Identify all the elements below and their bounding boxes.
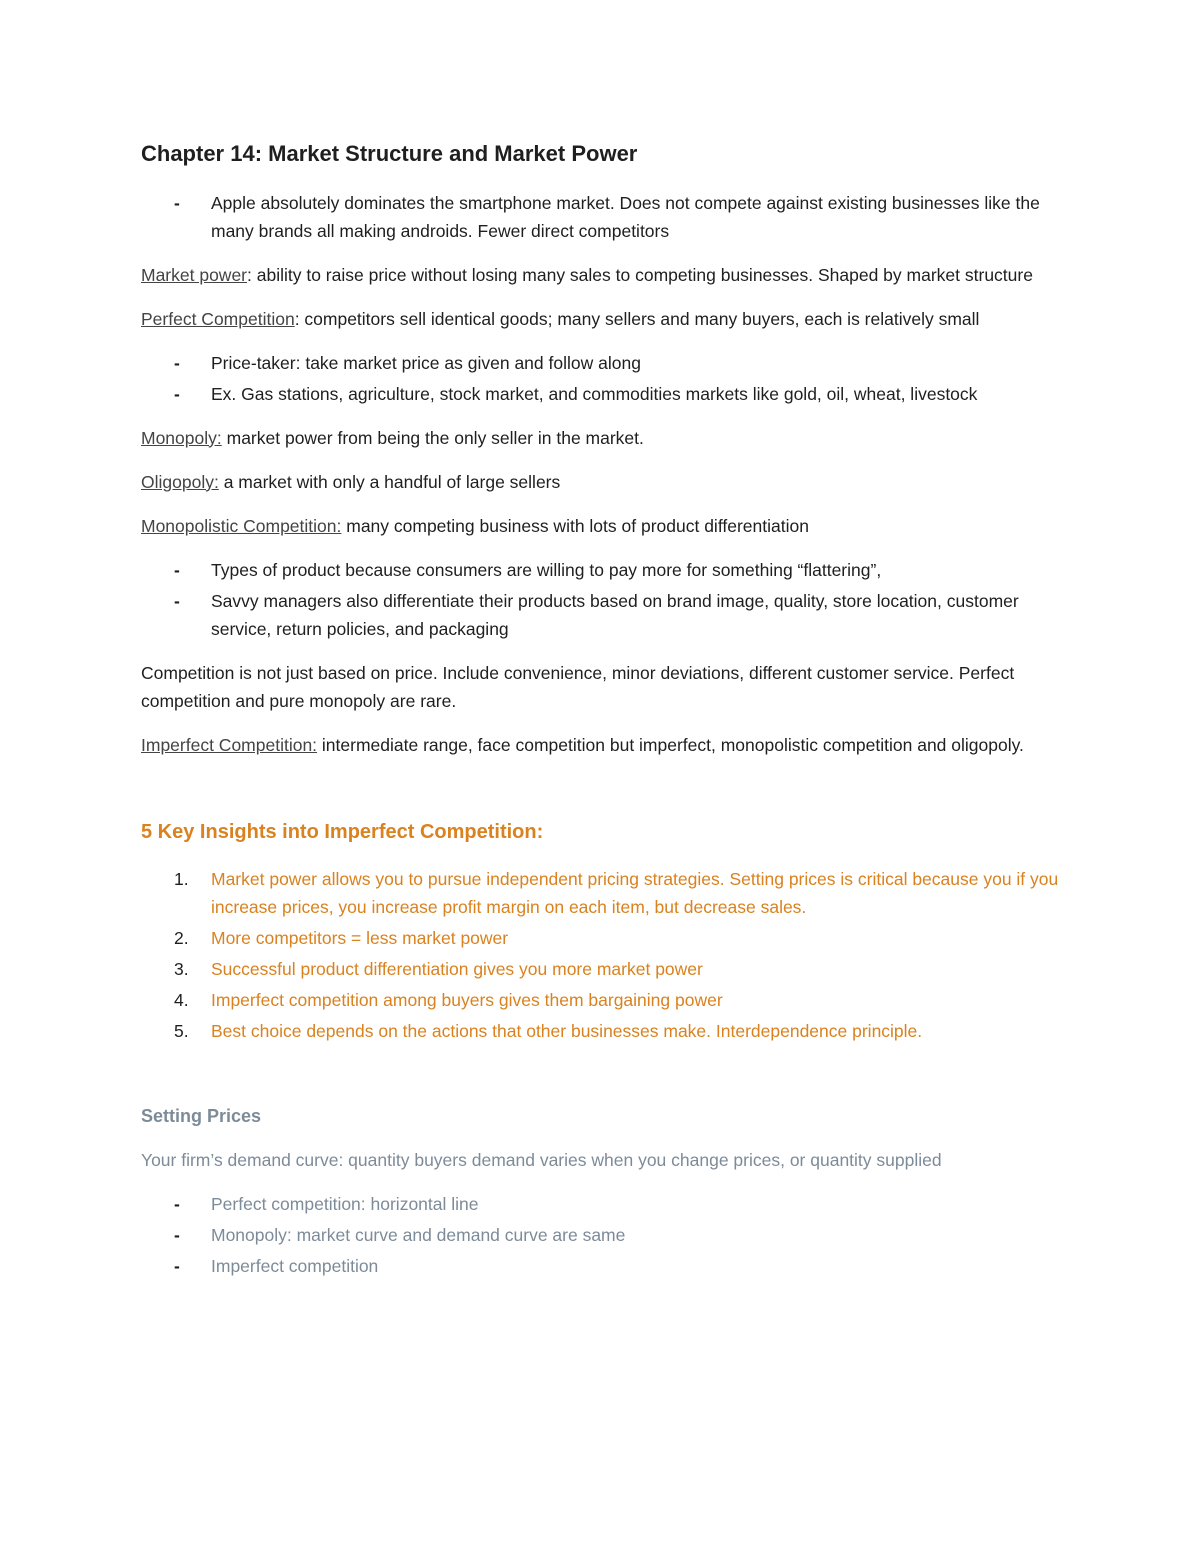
term-oligopoly: Oligopoly:	[141, 471, 219, 492]
number-marker: 4.	[174, 989, 189, 1010]
list-item	[141, 1252, 1061, 1280]
list-item	[141, 1017, 1061, 1045]
list-item	[141, 924, 1061, 952]
definition-text: : ability to raise price without losing many sales to competing businesses. Shaped by market structure	[247, 264, 1033, 285]
list-item	[141, 587, 1061, 643]
list-item	[141, 1221, 1061, 1249]
list-item-text: Apple absolutely dominates the smartphone market. Does not compete against existing businesses like the many brands all making androids. Fewer direct competitors	[211, 192, 1040, 241]
list-item	[141, 1190, 1061, 1218]
insights-list	[141, 865, 1061, 1045]
intro-bullet-list	[141, 189, 1061, 245]
list-item	[141, 380, 1061, 408]
dash-marker: -	[174, 352, 180, 373]
list-item	[141, 349, 1061, 377]
number-marker: 1.	[174, 868, 189, 889]
market-power-definition	[141, 261, 1061, 289]
definition-text: intermediate range, face competition but imperfect, monopolistic competition and oligopoly.	[317, 734, 1024, 755]
term-monopoly: Monopoly:	[141, 427, 222, 448]
term-market-power: Market power	[141, 264, 248, 285]
monopolistic-competition-definition	[141, 512, 1061, 540]
list-item-text: Best choice depends on the actions that other businesses make. Interdependence principle.	[211, 1020, 923, 1041]
dash-marker: -	[174, 559, 180, 580]
list-item-text: Types of product because consumers are willing to pay more for something “flattering”,	[211, 559, 882, 580]
list-item-text: Imperfect competition	[211, 1255, 379, 1276]
definition-text: many competing business with lots of product differentiation	[341, 515, 809, 536]
dash-marker: -	[174, 1224, 180, 1245]
competition-note: Competition is not just based on price. Include convenience, minor deviations, different customer service. Perfect competition and pure monopoly are rare.	[141, 662, 1015, 711]
list-item-text: Savvy managers also differentiate their products based on brand image, quality, store location, customer service, return policies, and packaging	[211, 590, 1019, 639]
definition-text: a market with only a handful of large sellers	[218, 471, 561, 492]
list-item-text: Monopoly: market curve and demand curve are same	[211, 1224, 626, 1245]
list-item	[141, 189, 1061, 245]
oligopoly-definition	[141, 468, 1061, 496]
dash-marker: -	[174, 1193, 180, 1214]
dash-marker: -	[174, 1255, 180, 1276]
list-item-text: Price-taker: take market price as given and follow along	[211, 352, 641, 373]
document-content	[141, 140, 1061, 1296]
dash-marker: -	[174, 192, 180, 213]
imperfect-competition-definition	[141, 731, 1061, 759]
setting-prices-bullets	[141, 1190, 1061, 1280]
monopolistic-competition-bullets	[141, 556, 1061, 643]
list-item	[141, 955, 1061, 983]
term-perfect-competition: Perfect Competition	[141, 308, 295, 329]
number-marker: 3.	[174, 958, 189, 979]
list-item	[141, 865, 1061, 921]
perfect-competition-bullets	[141, 349, 1061, 408]
definition-text: : competitors sell identical goods; many sellers and many buyers, each is relatively small	[294, 308, 980, 329]
list-item	[141, 556, 1061, 584]
list-item-text: Imperfect competition among buyers gives them bargaining power	[211, 989, 723, 1010]
list-item-text: Successful product differentiation gives you more market power	[211, 958, 703, 979]
list-item	[141, 986, 1061, 1014]
number-marker: 5.	[174, 1020, 189, 1041]
demand-curve-text: Your firm’s demand curve: quantity buyers demand varies when you change prices, or quantity supplied	[141, 1149, 942, 1170]
insights-heading: 5 Key Insights into Imperfect Competition:	[141, 820, 544, 843]
page-title: Chapter 14: Market Structure and Market Power	[141, 141, 638, 166]
dash-marker: -	[174, 383, 180, 404]
list-item-text: More competitors = less market power	[211, 927, 509, 948]
list-item-text: Market power allows you to pursue independent pricing strategies. Setting prices is critical because you if you increase prices, you increase profit margin on each item, but decrease sales.	[211, 868, 1059, 917]
monopoly-definition	[141, 424, 1061, 452]
perfect-competition-definition	[141, 305, 1061, 333]
term-imperfect-competition: Imperfect Competition:	[141, 734, 318, 755]
setting-prices-heading: Setting Prices	[141, 1105, 262, 1126]
list-item-text: Perfect competition: horizontal line	[211, 1193, 479, 1214]
number-marker: 2.	[174, 927, 189, 948]
dash-marker: -	[174, 590, 180, 611]
list-item-text: Ex. Gas stations, agriculture, stock market, and commodities markets like gold, oil, wheat, livestock	[211, 383, 978, 404]
term-monopolistic-competition: Monopolistic Competition:	[141, 515, 342, 536]
definition-text: market power from being the only seller in the market.	[221, 427, 644, 448]
